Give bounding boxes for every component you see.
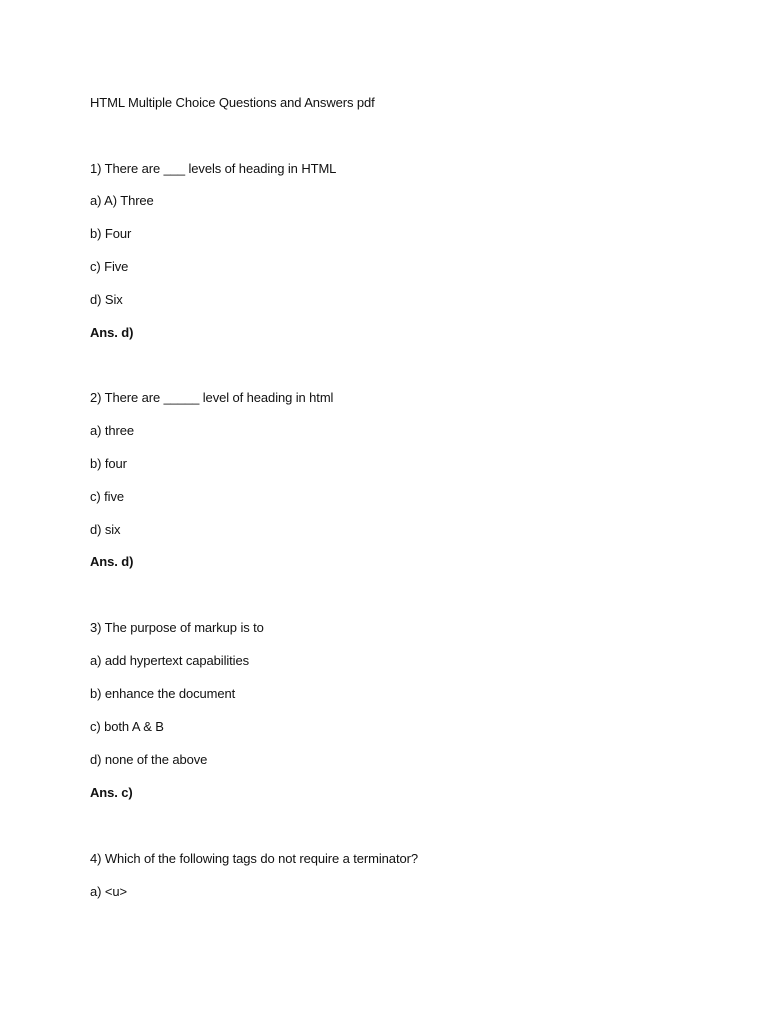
question-3-text: 3) The purpose of markup is to: [90, 620, 264, 635]
question-1-answer: Ans. d): [90, 325, 134, 340]
question-1-option-a: a) A) Three: [90, 193, 154, 208]
question-4-option-a: a) <u>: [90, 884, 127, 899]
question-2-option-a: a) three: [90, 423, 135, 438]
question-2-option-c: c) five: [90, 489, 124, 504]
question-1-option-b: b) Four: [90, 226, 132, 241]
question-3-option-c: c) both A & B: [90, 719, 164, 734]
question-3-option-d: d) none of the above: [90, 752, 208, 767]
question-1-option-d: d) Six: [90, 292, 123, 307]
question-1-option-c: c) Five: [90, 259, 129, 274]
question-2-option-d: d) six: [90, 522, 121, 537]
question-4-text: 4) Which of the following tags do not require a terminator?: [90, 851, 418, 866]
question-3-answer: Ans. c): [90, 785, 133, 800]
question-3-option-b: b) enhance the document: [90, 686, 236, 701]
question-3-option-a: a) add hypertext capabilities: [90, 653, 249, 668]
question-2-text: 2) There are _____ level of heading in html: [90, 390, 334, 405]
question-2-option-b: b) four: [90, 456, 127, 471]
document-title: HTML Multiple Choice Questions and Answers pdf: [90, 95, 375, 110]
question-1-text: 1) There are ___ levels of heading in HTML: [90, 161, 337, 176]
question-2-answer: Ans. d): [90, 554, 134, 569]
